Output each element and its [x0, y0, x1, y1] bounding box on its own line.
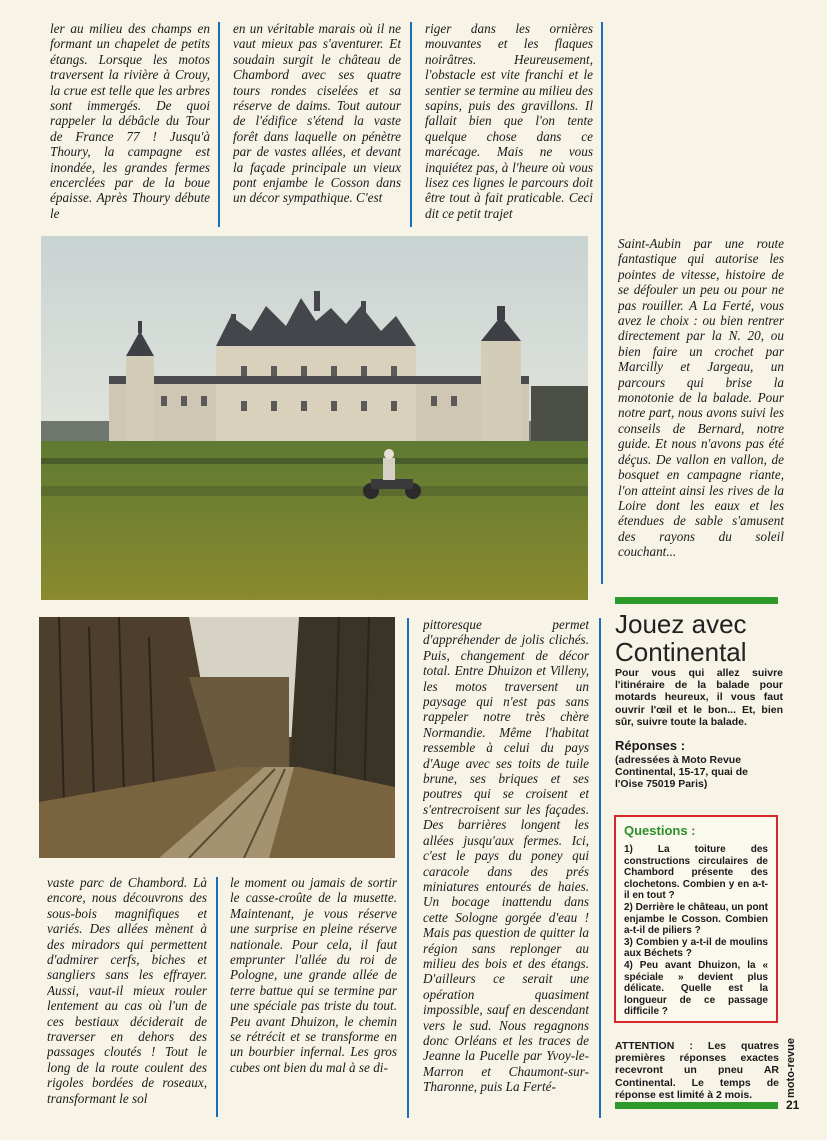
attention-note: ATTENTION : Les quatres premières réponses exactes recevront un pneu AR Continental. Le temps de réponse est limité à 2 mois. [615, 1040, 779, 1101]
question-item: 2) Derrière le château, un pont enjambe le Cosson. Combien a-t-il de piliers ? [624, 901, 768, 937]
article-text: pittoresque permet d'appréhender de jolis clichés. Puis, changement de décor total. Entre Dhuizon et Villeny, les motos traversent un paysage qui n'est pas sans rappeler notre très chère Normandie. Même l'habitat ressemble à celui du pays d'Auge avec ses toits de tuile brune, ses briques et ses poutres qui se croisent et s'entrecroisent sur les façades. Des barrières longent les allées jusqu'aux fermes. Ici, c'est le pays du poney qui caracole dans des prés miniatures entourés de haies. Un bocage inattendu dans cette Sologne gorgée d'eau ! Mais pas question de quitter la région sans replonger au milieu des bois et des étangs. D'ailleurs ce serait une opération quasiment impossible, sauf en descendant vers le sud. Nous regagnons donc Orléans et les traces de Jeanne la Pucelle par Yvoy-le-Marron et Chaumont-sur-Tharonne, puis La Ferté- [423, 617, 589, 1095]
questions-box [614, 815, 778, 1023]
article-column-mid-3 [423, 617, 589, 1117]
article-text: ler au milieu des champs en formant un chapelet de petits étangs. Lorsque les motos traversent la rivière à Crouy, la crue est telle que les arbres sont immergés. De quoi rappeler la débâcle du Tour de France 77 ! Jusqu'à Thoury, la campagne est inondée, les grandes fermes encerclées par de la boue épaisse. Après Thoury débute le [50, 21, 210, 221]
article-text: le moment ou jamais de sortir le casse-croûte de la musette. Maintenant, je vous réserve une surprise en pleine réserve nationale. Pour cela, il faut emprunter l'allée du roi de Pologne, une grande allée de terre battue qui se termine par une spéciale pas triste du tout. Peu avant Dhuizon, le chemin se rétrécit et se transforme en un bourbier infernal. Les gros cubes ont bien du mal à se di- [230, 875, 397, 1075]
column-rule [407, 618, 409, 1118]
column-rule [216, 877, 218, 1117]
question-item: 3) Combien y a-t-il de moulins aux Béchets ? [624, 936, 768, 960]
article-column-top-2 [233, 21, 401, 226]
green-divider [615, 1102, 778, 1109]
article-text: en un véritable marais où il ne vaut mieux pas s'aventurer. Et soudain surgit le château de Chambord avec ses quatre tours rondes ciselées et sa réserve de daims. Tout autour de l'édifice s'étend la vaste forêt dans laquelle on pénètre par de vastes allées, et devant la façade principale un vieux pont enjambe le Cosson dans un décor sympathique. C'est [233, 21, 401, 206]
article-column-top-1 [50, 21, 210, 226]
forest-road-photo [39, 617, 395, 858]
article-text: riger dans les ornières mouvantes et les flaques noirâtres. Heureusement, l'obstacle est vite franchi et le sentier se termine au milieu des sapins, puis des gravillons. Il fallait bien que l'on tente quelque chose dans ce marécage. Mais ne vous inquiétez pas, à l'heure où vous lisez ces lignes le parcours doit être tout à fait praticable. Ceci dit ce petit trajet [425, 21, 593, 221]
answers-title: Réponses : [615, 738, 686, 753]
questions-title: Questions : [624, 823, 696, 838]
magazine-name: moto-revue [784, 1038, 797, 1098]
article-column-top-3 [425, 21, 593, 226]
article-column-right [618, 236, 784, 581]
article-column-bottom-2 [230, 875, 397, 1118]
contest-title: Jouez avec Continental [615, 609, 747, 667]
article-column-bottom-1 [47, 875, 207, 1118]
chambord-castle-photo [41, 236, 588, 600]
contest-intro: Pour vous qui allez suivre l'itinéraire de la balade pour motards heureux, il vous faut ouvrir l'œil et le bon... Et, bien sûr, suivre toute la balade. [615, 667, 783, 728]
column-rule [601, 22, 603, 584]
magazine-side-label [783, 1040, 799, 1100]
answers-address: (adressées à Moto Revue Continental, 15-17, quai de l'Oise 75019 Paris) [615, 754, 749, 791]
green-divider [615, 597, 778, 604]
question-item: 4) Peu avant Dhuizon, la « spéciale » devient plus délicate. Quelle est la longueur de ce passage difficile ? [624, 959, 768, 1018]
article-text: vaste parc de Chambord. Là encore, nous découvrons des sous-bois magnifiques et variés. Des allées mènent à des miradors qui permettent d'admirer cerfs, biches et sangliers sans les effrayer. Aussi, vaut-il mieux rouler lentement au cas où l'un de ces bestiaux déciderait de traverser en dehors des passages cloutés ! Tout le long de la route coulent des rigoles bordées de roseaux, transformant le sol [47, 875, 207, 1106]
column-rule [218, 22, 220, 227]
column-rule [410, 22, 412, 227]
article-text: Saint-Aubin par une route fantastique qui autorise les pointes de vitesse, histoire de se défouler un peu ou pour ne pas rouiller. A La Ferté, vous avez le choix : ou bien rentrer directement par la N. 20, ou bien faire un crochet par Marcilly et Jargeau, un parcours qui brise la monotonie de la balade. Pour notre part, nous avons suivi les conseils de Bernard, notre guide. Et nous n'avons pas été déçus. De vallon en vallon, de bosquet en campagne riante, l'on atteint ainsi les rives de la Loire dont les eaux et les étendues de sable s'amusent des rayons du soleil couchant... [618, 236, 784, 560]
question-item: 1) La toiture des constructions circulaires de Chambord présente des clochetons. Combien y en a-t-il en tout ? [624, 844, 768, 902]
column-rule [599, 618, 601, 1118]
page-number: 21 [786, 1098, 800, 1112]
